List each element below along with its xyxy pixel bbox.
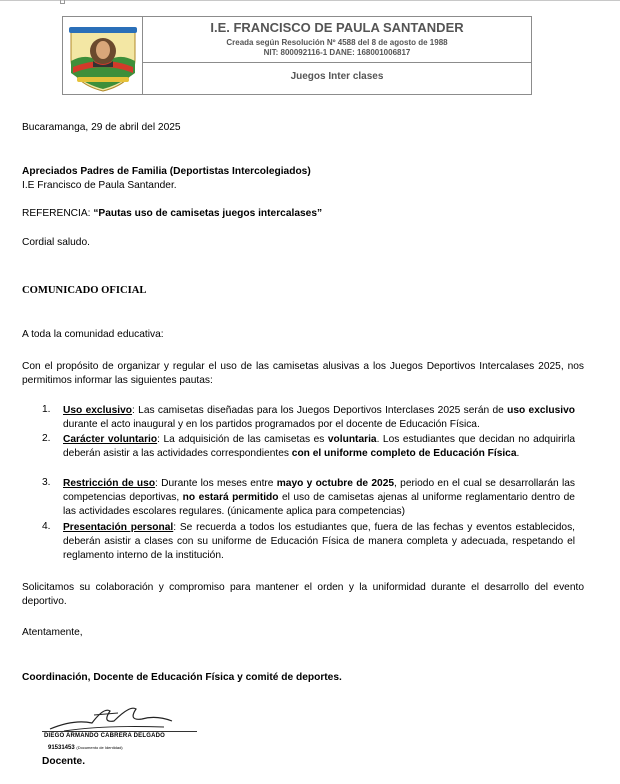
- reference-label: REFERENCIA:: [22, 208, 94, 219]
- list-number: 3.: [42, 477, 51, 488]
- signer-id-number: 91531453: [48, 745, 75, 751]
- resolution-text: Creada según Resolución Nº 4588 del 8 de agosto de 1988: [226, 38, 448, 47]
- signatories: Coordinación, Docente de Educación Física y comité de deportes.: [22, 672, 342, 683]
- list-item-personal-presentation: Presentación personal: Se recuerda a todos los estudiantes que, fuera de las fechas y eventos establecidos, deberán asistir a clases con su uniforme de Educación Física de manera completa y adecuada, respetando el reglamento interno de la institución.: [63, 522, 576, 561]
- header-divider: [143, 62, 531, 63]
- handwritten-signature: [44, 701, 184, 735]
- page-top-marker: [60, 0, 65, 4]
- list-number: 1.: [42, 404, 51, 415]
- list-item-usage-restriction: Restricción de uso: Durante los meses entre mayo y octubre de 2025, periodo en el cual se desarrollarán las competencias deportivas, no estará permitido el uso de camisetas ajenas al uniforme reglamentario dentro de las actividades escolares regulares. (únicamente aplica para competencias): [63, 478, 575, 517]
- signature-line: [42, 731, 197, 732]
- intro-paragraph: Con el propósito de organizar y regular el uso de las camisetas alusivas a los Juegos Deportivos Intercalases 2025, nos permitimos informar las siguientes pautas:: [22, 361, 584, 386]
- greeting: Cordial saludo.: [22, 237, 90, 248]
- list-item-exclusive-use: Uso exclusivo: Las camisetas diseñadas para los Juegos Deportivos Interclases 2025 serán de uso exclusivo durante el acto inaugural y en los partidos programados por el docente de Educación Física.: [63, 405, 575, 430]
- school-shield-logo: [63, 17, 143, 94]
- list-number: 4.: [42, 521, 51, 532]
- place-date: Bucaramanga, 29 de abril del 2025: [22, 122, 181, 133]
- closing-request: Solicitamos su colaboración y compromiso para mantener el orden y la uniformidad durante el desarrollo del evento deportivo.: [22, 582, 584, 607]
- list-item-voluntary: Carácter voluntario: La adquisición de las camisetas es voluntaria. Los estudiantes que decidan no adquirirla deberán asistir a las actividades correspondientes con el uniforme completo de Educación Física.: [63, 434, 576, 459]
- signer-role: Docente.: [42, 756, 86, 767]
- event-name: Juegos Inter clases: [290, 71, 384, 82]
- reference-text: “Pautas uso de camisetas juegos intercalases”: [93, 208, 323, 219]
- signer-name: DIEGO ARMANDO CABRERA DELGADO: [44, 733, 166, 739]
- reference-line: [22, 207, 584, 221]
- page-top-border: [0, 0, 620, 1]
- official-title: COMUNICADO OFICIAL: [22, 285, 147, 296]
- nit-dane-text: NIT: 800092116-1 DANE: 168001006817: [263, 48, 411, 57]
- letterhead: [62, 16, 532, 95]
- signer-id-label: (Documento de Identidad): [76, 745, 123, 750]
- audience: A toda la comunidad educativa:: [22, 329, 164, 340]
- institution: I.E Francisco de Paula Santander.: [22, 180, 177, 191]
- farewell: Atentamente,: [22, 627, 83, 638]
- school-logo-cell: [63, 17, 143, 94]
- list-number: 2.: [42, 433, 51, 444]
- school-name: I.E. FRANCISCO DE PAULA SANTANDER: [210, 20, 464, 35]
- recipient: Apreciados Padres de Familia (Deportistas Intercolegiados): [22, 166, 311, 177]
- signer-id: [48, 745, 123, 751]
